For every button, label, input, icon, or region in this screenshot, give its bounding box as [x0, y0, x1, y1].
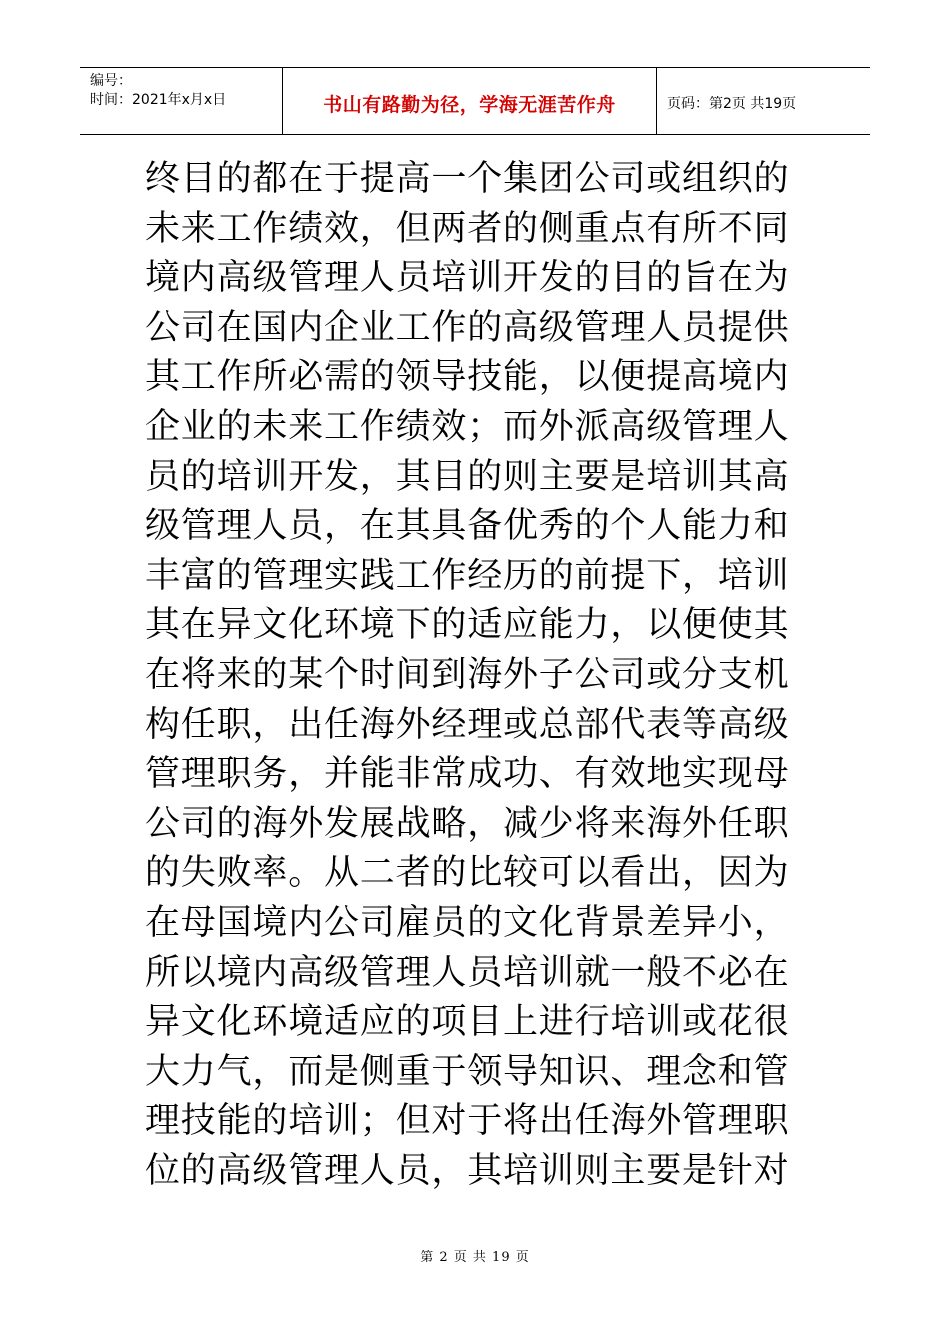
body-line: 公司在国内企业工作的高级管理人员提供	[145, 307, 790, 348]
header-motto-cell	[283, 68, 657, 134]
body-line: 大力气，而是侧重于领导知识、理念和管	[145, 1051, 790, 1092]
body-line: 其工作所必需的领导技能，以便提高境内	[145, 357, 790, 398]
body-line: 公司的海外发展战略，减少将来海外任职	[145, 803, 790, 844]
page-footer: 第 2 页 共 19 页	[420, 1250, 530, 1265]
body-line: 异文化环境适应的项目上进行培训或花很	[145, 1002, 790, 1043]
header-motto: 书山有路勤为径，学海无涯苦作舟	[323, 93, 616, 116]
body-line: 在将来的某个时间到海外子公司或分支机	[145, 654, 790, 695]
body-line: 位的高级管理人员，其培训则主要是针对	[145, 1150, 790, 1191]
header-page-cell	[657, 68, 870, 134]
body-line: 丰富的管理实践工作经历的前提下，培训	[145, 555, 790, 596]
header-meta-cell	[80, 68, 283, 134]
doc-number-label: 编号：	[90, 73, 132, 89]
body-line: 管理职务，并能非常成功、有效地实现母	[145, 754, 790, 795]
body-line: 级管理人员，在其具备优秀的个人能力和	[145, 506, 790, 547]
body-line: 企业的未来工作绩效；而外派高级管理人	[145, 406, 790, 447]
body-line: 的失败率。从二者的比较可以看出，因为	[145, 853, 790, 894]
body-line: 员的培训开发，其目的则主要是培训其高	[145, 456, 790, 497]
body-line: 其在异文化环境下的适应能力，以便使其	[145, 605, 790, 646]
body-line: 未来工作绩效，但两者的侧重点有所不同	[145, 208, 790, 249]
body-line: 理技能的培训；但对于将出任海外管理职	[145, 1101, 790, 1142]
body-line: 所以境内高级管理人员培训就一般不必在	[145, 952, 790, 993]
body-line: 构任职，出任海外经理或总部代表等高级	[145, 704, 790, 745]
time-label: 时间：2021年x月x日	[90, 92, 227, 108]
body-line: 境内高级管理人员培训开发的目的旨在为	[145, 258, 790, 299]
body-line: 终目的都在于提高一个集团公司或组织的	[145, 159, 790, 199]
header-page-info: 页码：第2页 共19页	[667, 96, 797, 112]
body-text	[145, 155, 810, 1196]
page-header	[80, 67, 870, 135]
body-line: 在母国境内公司雇员的文化背景差异小，	[145, 902, 790, 943]
